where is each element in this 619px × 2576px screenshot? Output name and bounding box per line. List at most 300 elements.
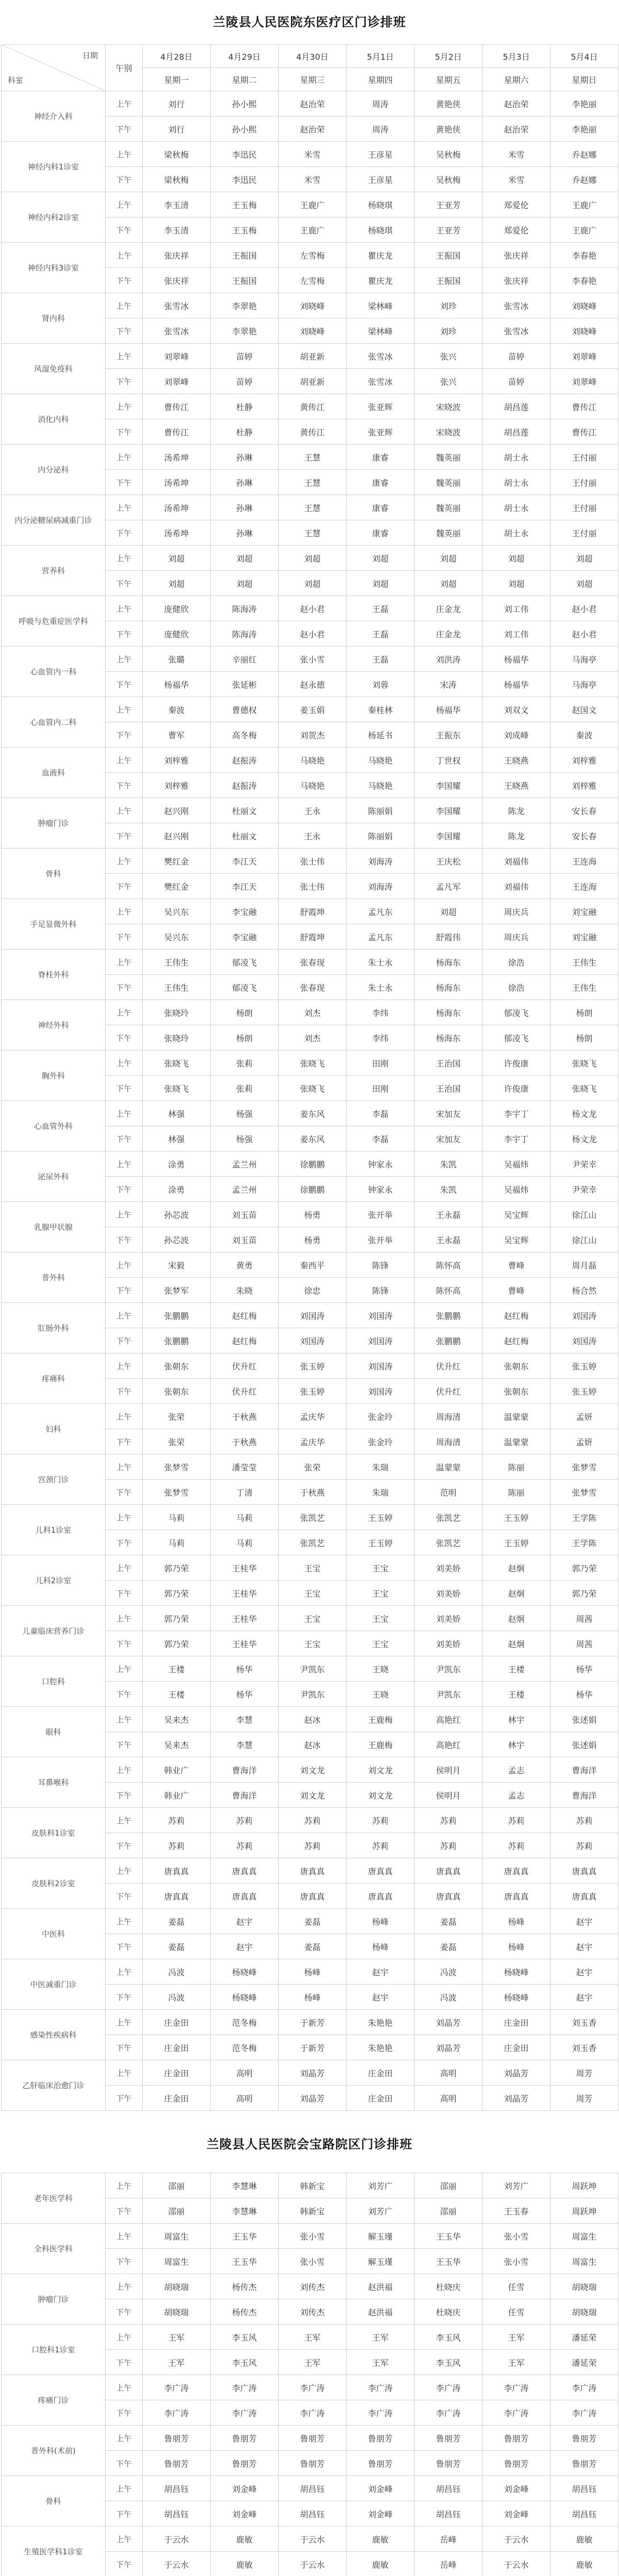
date-header: 5月3日 [483,45,551,68]
weekday-header: 星期六 [483,68,551,91]
doctor-cell: 刘金峰 [347,2501,415,2527]
doctor-cell: 鲁朋芳 [483,2451,551,2476]
department-name: 普外科 [2,1252,106,1303]
doctor-cell: 王亚芳 [415,192,483,217]
doctor-cell: 范明 [415,1480,483,1505]
schedule-body-huibao [2,2173,618,2576]
session-morning-label: 上午 [106,91,143,116]
doctor-cell: 刘翠峰 [551,344,618,369]
weekday-header: 星期日 [551,68,618,91]
doctor-cell: 唐真真 [415,1884,483,1909]
doctor-cell: 唐真真 [143,1858,211,1884]
session-afternoon-label: 下午 [106,2501,143,2527]
doctor-cell: 瞿庆龙 [347,243,415,268]
doctor-cell: 涂勇 [143,1151,211,1177]
doctor-cell: 赵小君 [551,621,618,647]
session-morning-label: 上午 [106,445,143,470]
doctor-cell: 胡亚新 [279,344,347,369]
doctor-cell: 辛丽红 [211,647,279,672]
doctor-cell: 周海清 [415,1429,483,1454]
session-afternoon-label: 下午 [106,621,143,647]
session-morning-label: 上午 [106,1959,143,1985]
doctor-cell: 李慧琳 [211,2173,279,2198]
doctor-cell: 孟凡军 [415,874,483,899]
doctor-cell: 苗婷 [211,369,279,394]
session-morning-label: 上午 [106,1000,143,1025]
session-afternoon-label: 下午 [106,924,143,950]
doctor-cell: 杨延书 [347,722,415,748]
schedule-row [2,1050,618,1076]
doctor-cell: 刘金峰 [483,2476,551,2501]
doctor-cell: 王玉华 [211,2224,279,2249]
doctor-cell: 刘翠峰 [143,344,211,369]
doctor-cell: 孟庆华 [279,1404,347,1429]
department-name: 乙肝临床治愈门诊 [2,2060,106,2111]
doctor-cell: 张庆祥 [143,243,211,268]
department-name: 呼吸与危重症医学科 [2,596,106,647]
doctor-cell: 刘文龙 [279,1783,347,1808]
doctor-cell: 米雪 [279,142,347,167]
doctor-cell: 杨勇 [279,1227,347,1252]
doctor-cell: 李广涛 [347,2375,415,2400]
department-name: 儿科2诊室 [2,1555,106,1606]
doctor-cell: 苏莉 [347,1808,415,1833]
doctor-cell: 刘文龙 [347,1783,415,1808]
session-morning-label: 上午 [106,1202,143,1227]
doctor-cell: 李艳丽 [551,91,618,116]
doctor-cell: 高明 [415,2086,483,2111]
doctor-cell: 李广涛 [551,2400,618,2426]
session-afternoon-label: 下午 [106,1025,143,1050]
session-afternoon-label: 下午 [106,167,143,192]
doctor-cell: 黄艳侠 [415,116,483,142]
weekday-header: 星期四 [347,68,415,91]
doctor-cell: 刘金峰 [211,2476,279,2501]
doctor-cell: 曹海洋 [551,1757,618,1783]
doctor-cell: 张鹏鹏 [143,1303,211,1328]
session-afternoon-label: 下午 [106,1682,143,1707]
session-morning-label: 上午 [106,2010,143,2035]
department-name: 妇科 [2,1404,106,1454]
session-afternoon-label: 下午 [106,571,143,596]
department-name: 疼痛科 [2,1353,106,1404]
doctor-cell: 王永 [279,798,347,823]
doctor-cell: 姜东风 [279,1126,347,1151]
doctor-cell: 鲁朋芳 [143,2426,211,2451]
doctor-cell: 王付丽 [551,520,618,546]
doctor-cell: 张朝东 [483,1379,551,1404]
weekday-header: 星期三 [279,68,347,91]
doctor-cell: 杨福华 [483,672,551,697]
doctor-cell: 涂勇 [143,1177,211,1202]
doctor-cell: 曹海洋 [211,1757,279,1783]
doctor-cell: 张朝东 [483,1353,551,1379]
doctor-cell: 王亚芳 [415,217,483,243]
session-morning-label: 上午 [106,950,143,975]
doctor-cell: 苏莉 [279,1833,347,1858]
doctor-cell: 王晓 [347,1682,415,1707]
doctor-cell: 魏英丽 [415,495,483,520]
doctor-cell: 王玉华 [415,2249,483,2274]
session-morning-label: 上午 [106,1505,143,1530]
doctor-cell: 周茜 [551,1606,618,1631]
doctor-cell: 冯波 [143,1985,211,2010]
doctor-cell: 王军 [279,2350,347,2375]
doctor-cell: 张晓飞 [279,1076,347,1101]
doctor-cell: 岳峰 [415,2527,483,2552]
doctor-cell: 刘海涛 [347,849,415,874]
doctor-cell: 赵兴刚 [143,798,211,823]
doctor-cell: 刘翠峰 [551,369,618,394]
doctor-cell: 杨晓琪 [347,192,415,217]
doctor-cell: 尹荣幸 [551,1177,618,1202]
doctor-cell: 赵红梅 [483,1303,551,1328]
doctor-cell: 陈丽娟 [347,798,415,823]
doctor-cell: 胡士永 [483,445,551,470]
department-name: 神经内科1诊室 [2,142,106,192]
doctor-cell: 赵冰 [279,1732,347,1757]
department-name: 儿童临床营养门诊 [2,1606,106,1656]
session-morning-label: 上午 [106,748,143,773]
doctor-cell: 李慧 [211,1707,279,1732]
doctor-cell: 康睿 [347,470,415,495]
department-name: 骨科 [2,2476,106,2527]
doctor-cell: 吴宝辉 [483,1227,551,1252]
doctor-cell: 杨华 [551,1656,618,1682]
doctor-cell: 刘超 [415,899,483,924]
doctor-cell: 赵冰 [279,1707,347,1732]
doctor-cell: 张小雪 [483,2224,551,2249]
department-name: 老年医学科 [2,2173,106,2224]
doctor-cell: 朱瑞 [347,1480,415,1505]
doctor-cell: 赵炯 [483,1606,551,1631]
schedule-row [2,344,618,369]
doctor-cell: 田刚 [347,1076,415,1101]
doctor-cell: 梁林峰 [347,293,415,318]
doctor-cell: 张鹏鹏 [415,1328,483,1353]
doctor-cell: 唐真真 [347,1884,415,1909]
doctor-cell: 张雪冰 [483,293,551,318]
doctor-cell: 黄勇 [211,1252,279,1278]
doctor-cell: 郁凌飞 [211,950,279,975]
doctor-cell: 张雪冰 [483,318,551,344]
doctor-cell: 王治国 [415,1076,483,1101]
doctor-cell: 鲁朋芳 [551,2426,618,2451]
doctor-cell: 胡昌莲 [483,419,551,445]
doctor-cell: 赵永德 [279,672,347,697]
doctor-cell: 朱士永 [347,950,415,975]
doctor-cell: 李慧琳 [211,2198,279,2224]
schedule-row [2,495,618,520]
doctor-cell: 李磊 [347,1101,415,1126]
doctor-cell: 王慧 [279,445,347,470]
doctor-cell: 杨文龙 [551,1101,618,1126]
doctor-cell: 宋涛 [415,672,483,697]
doctor-cell: 刘晶芳 [279,2086,347,2111]
doctor-cell: 刘福伟 [483,874,551,899]
doctor-cell: 任雪 [483,2299,551,2325]
department-name: 手足显微外科 [2,899,106,950]
doctor-cell: 赵宇 [551,1985,618,2010]
doctor-cell: 张梦雪 [143,1454,211,1480]
doctor-cell: 秦桂林 [347,697,415,722]
doctor-cell: 赵治荣 [483,116,551,142]
department-name: 内分泌科 [2,445,106,495]
doctor-cell: 张庆祥 [483,243,551,268]
corner-header-cell [2,45,106,91]
session-afternoon-label: 下午 [106,520,143,546]
doctor-cell: 王桂华 [211,1606,279,1631]
doctor-cell: 米雪 [279,167,347,192]
doctor-cell: 胡昌钰 [279,2476,347,2501]
doctor-cell: 胡昌钰 [551,2476,618,2501]
schedule-row [2,849,618,874]
doctor-cell: 李广涛 [415,2375,483,2400]
date-header: 5月1日 [347,45,415,68]
doctor-cell: 王鹿广 [279,192,347,217]
doctor-cell: 于秋燕 [279,1480,347,1505]
session-morning-label: 上午 [106,2060,143,2086]
date-header: 4月28日 [143,45,211,68]
doctor-cell: 杨晓峰 [211,1985,279,2010]
doctor-cell: 王楼 [483,1656,551,1682]
doctor-cell: 张凯艺 [279,1505,347,1530]
doctor-cell: 吴宝辉 [483,1202,551,1227]
doctor-cell: 刘梓雅 [143,773,211,798]
doctor-cell: 杜丽文 [211,798,279,823]
weekday-header: 星期二 [211,68,279,91]
doctor-cell: 宋晓波 [415,394,483,419]
department-name: 心血管内一科 [2,647,106,697]
doctor-cell: 张凯艺 [279,1530,347,1555]
doctor-cell: 杨海东 [415,1025,483,1050]
doctor-cell: 刘晓峰 [551,318,618,344]
doctor-cell: 李江天 [211,849,279,874]
doctor-cell: 苏莉 [415,1833,483,1858]
session-morning-label: 上午 [106,849,143,874]
session-afternoon-label: 下午 [106,1833,143,1858]
doctor-cell: 康睿 [347,495,415,520]
doctor-cell: 朱士永 [347,975,415,1000]
doctor-cell: 姜磊 [415,1909,483,1934]
doctor-cell: 刘美娇 [415,1631,483,1656]
doctor-cell: 张晓玲 [143,1000,211,1025]
doctor-cell: 刘金峰 [347,2476,415,2501]
doctor-cell: 胡晓瑞 [551,2274,618,2299]
session-morning-label: 上午 [106,1101,143,1126]
schedule-row [2,1000,618,1025]
doctor-cell: 杨朗 [211,1025,279,1050]
doctor-cell: 樊红金 [143,874,211,899]
doctor-cell: 张荣 [143,1429,211,1454]
session-afternoon-label: 下午 [106,1884,143,1909]
doctor-cell: 刘超 [551,571,618,596]
session-morning-label: 上午 [106,1303,143,1328]
doctor-cell: 解玉瑾 [347,2249,415,2274]
doctor-cell: 庄金田 [483,2035,551,2060]
doctor-cell: 王宝 [347,1606,415,1631]
doctor-cell: 于秋燕 [211,1404,279,1429]
department-name: 血液科 [2,748,106,798]
session-morning-label: 上午 [106,2274,143,2299]
department-name: 营养科 [2,546,106,596]
doctor-cell: 王振国 [211,243,279,268]
doctor-cell: 吴秋梅 [415,167,483,192]
doctor-cell: 赵国文 [551,697,618,722]
doctor-cell: 姜磊 [143,1934,211,1959]
doctor-cell: 于新芳 [279,2035,347,2060]
doctor-cell: 马晓艳 [347,773,415,798]
session-afternoon-label: 下午 [106,369,143,394]
doctor-cell: 杨峰 [279,1985,347,2010]
doctor-cell: 汤希坤 [143,495,211,520]
doctor-cell: 康睿 [347,520,415,546]
doctor-cell: 尹凯东 [415,1682,483,1707]
doctor-cell: 温蒙蒙 [483,1404,551,1429]
session-afternoon-label: 下午 [106,318,143,344]
doctor-cell: 米雪 [483,142,551,167]
session-afternoon-label: 下午 [106,1530,143,1555]
doctor-cell: 唐真真 [483,1858,551,1884]
doctor-cell: 胡昌钰 [551,2501,618,2527]
session-afternoon-label: 下午 [106,2350,143,2375]
doctor-cell: 邵丽 [143,2173,211,2198]
doctor-cell: 张亚辉 [347,419,415,445]
doctor-cell: 张莉 [211,1050,279,1076]
doctor-cell: 杨华 [211,1682,279,1707]
doctor-cell: 王玉婷 [483,1530,551,1555]
doctor-cell: 赵洪福 [347,2274,415,2299]
date-header: 5月2日 [415,45,483,68]
session-morning-label: 上午 [106,1050,143,1076]
doctor-cell: 于云水 [143,2527,211,2552]
doctor-cell: 李广涛 [483,2375,551,2400]
schedule-row [2,1757,618,1783]
doctor-cell: 李磊 [347,1126,415,1151]
doctor-cell: 鹿敏 [347,2527,415,2552]
doctor-cell: 王振国 [415,243,483,268]
doctor-cell: 胡士永 [483,470,551,495]
session-afternoon-label: 下午 [106,470,143,495]
doctor-cell: 高明 [415,2060,483,2086]
doctor-cell: 郭乃荣 [551,1581,618,1606]
session-afternoon-label: 下午 [106,1732,143,1757]
doctor-cell: 苏莉 [211,1808,279,1833]
doctor-cell: 李宇丁 [483,1101,551,1126]
doctor-cell: 李江天 [211,874,279,899]
doctor-cell: 苏莉 [143,1833,211,1858]
doctor-cell: 郭乃荣 [143,1581,211,1606]
doctor-cell: 李国耀 [415,798,483,823]
doctor-cell: 杨海东 [415,950,483,975]
doctor-cell: 李广涛 [143,2375,211,2400]
schedule-row [2,2476,618,2501]
doctor-cell: 赵振涛 [211,773,279,798]
doctor-cell: 王磊 [347,596,415,621]
doctor-cell: 王宝 [347,1631,415,1656]
doctor-cell: 刘超 [483,571,551,596]
doctor-cell: 李广涛 [347,2400,415,2426]
doctor-cell: 杨峰 [483,1934,551,1959]
doctor-cell: 鲁朋芳 [483,2426,551,2451]
doctor-cell: 唐真真 [211,1884,279,1909]
department-name: 口腔科 [2,1656,106,1707]
doctor-cell: 杨朗 [211,1000,279,1025]
doctor-cell: 唐真真 [211,1858,279,1884]
doctor-cell: 王伟生 [143,950,211,975]
doctor-cell: 苏莉 [347,1833,415,1858]
doctor-cell: 尹凯东 [415,1656,483,1682]
doctor-cell: 唐真真 [143,1884,211,1909]
doctor-cell: 陈龙 [483,798,551,823]
doctor-cell: 杨晓峰 [211,1959,279,1985]
doctor-cell: 郁凌飞 [211,975,279,1000]
doctor-cell: 韩新宝 [279,2198,347,2224]
doctor-cell: 左雪梅 [279,243,347,268]
doctor-cell: 杨华 [211,1656,279,1682]
doctor-cell: 刘超 [347,546,415,571]
doctor-cell: 鲁朋芳 [347,2451,415,2476]
doctor-cell: 刘梓雅 [551,773,618,798]
session-afternoon-label: 下午 [106,268,143,293]
doctor-cell: 周芳 [551,2060,618,2086]
doctor-cell: 马莉 [143,1530,211,1555]
session-header: 午别 [106,45,143,91]
doctor-cell: 李广涛 [279,2400,347,2426]
doctor-cell: 周富生 [551,2224,618,2249]
doctor-cell: 张小雪 [279,2224,347,2249]
doctor-cell: 刘国涛 [551,1328,618,1353]
doctor-cell: 苗婷 [483,344,551,369]
doctor-cell: 郁凌飞 [483,1000,551,1025]
page-title-east: 兰陵县人民医院东医疗区门诊排班 [213,15,406,29]
doctor-cell: 张兴 [415,369,483,394]
doctor-cell: 杨峰 [347,1909,415,1934]
doctor-cell: 张开举 [347,1227,415,1252]
department-name: 疼痛门诊 [2,2375,106,2426]
schedule-row [2,2224,618,2249]
doctor-cell: 刘国涛 [279,1303,347,1328]
doctor-cell: 孟妍 [551,1404,618,1429]
doctor-cell: 刘美娇 [415,1581,483,1606]
doctor-cell: 王楼 [143,1682,211,1707]
doctor-cell: 刘珍 [415,318,483,344]
doctor-cell: 邵丽 [143,2198,211,2224]
doctor-cell: 赵炯 [483,1581,551,1606]
doctor-cell: 李玉风 [211,2325,279,2350]
schedule-row [2,293,618,318]
doctor-cell: 赵宇 [347,1985,415,2010]
doctor-cell: 韩新宝 [279,2173,347,2198]
doctor-cell: 王桂华 [211,1631,279,1656]
doctor-cell: 刘玉香 [551,2010,618,2035]
corner-department-label: 科室 [8,76,24,85]
doctor-cell: 鲁朋芳 [143,2451,211,2476]
department-name: 肿瘤门诊 [2,2274,106,2325]
doctor-cell: 李广涛 [279,2375,347,2400]
doctor-cell: 王永 [279,823,347,849]
doctor-cell: 赵炯 [483,1555,551,1581]
doctor-cell: 徐鹏鹏 [279,1177,347,1202]
doctor-cell: 孙琳 [211,495,279,520]
doctor-cell: 刘超 [347,571,415,596]
doctor-cell: 邵丽 [415,2198,483,2224]
doctor-cell: 杨文龙 [551,1126,618,1151]
doctor-cell: 鹿敏 [347,2552,415,2576]
department-name: 消化内科 [2,394,106,445]
doctor-cell: 刘玉苗 [211,1202,279,1227]
session-morning-label: 上午 [106,1353,143,1379]
